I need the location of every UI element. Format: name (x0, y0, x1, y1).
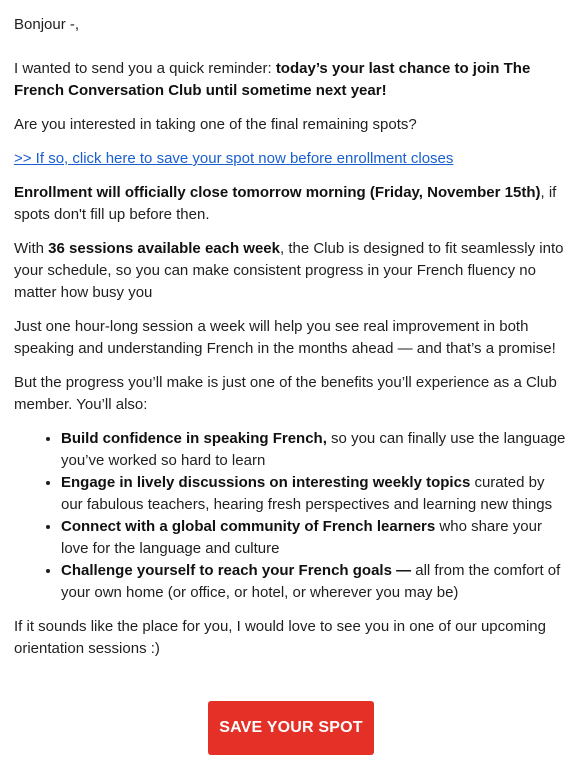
benefits-list (14, 428, 568, 604)
benefit-bold: Challenge yourself to reach your French goals — (61, 562, 412, 579)
benefits-intro: But the progress you’ll make is just one of the benefits you’ll experience as a Club member. You’ll also: (14, 374, 557, 413)
benefit-bold: Build confidence in speaking French, (61, 430, 327, 447)
hour-session-paragraph: Just one hour-long session a week will help you see real improvement in both speaking and understanding French in the months ahead — and that’s a promise! (14, 318, 556, 357)
sessions-rest: , the Club is designed to fit seamlessly into your schedule, so you can make consistent progress in your French fluency no matter how busy you (14, 240, 564, 301)
closing-paragraph: If it sounds like the place for you, I would love to see you in one of our upcoming orientation sessions :) (14, 618, 546, 657)
reminder-paragraph (14, 58, 568, 102)
question-paragraph: Are you interested in taking one of the final remaining spots? (14, 116, 417, 133)
benefit-rest: who share your love for the language and culture (61, 518, 542, 557)
benefit-rest: curated by our fabulous teachers, hearing fresh perspectives and learning new things (61, 474, 553, 513)
enrollment-bold: Enrollment will officially close tomorrow morning (Friday, November 15th) (14, 184, 541, 201)
benefit-bold: Engage in lively discussions on interesting weekly topics (61, 474, 471, 491)
benefit-rest: so you can finally use the language you’ve worked so hard to learn (61, 430, 566, 469)
reminder-lead: I wanted to send you a quick reminder: (14, 60, 276, 77)
list-item (61, 472, 568, 516)
enrollment-paragraph (14, 182, 568, 226)
list-item (61, 428, 568, 472)
save-your-spot-button[interactable]: SAVE YOUR SPOT (208, 701, 374, 755)
sessions-bold: 36 sessions available each week (48, 240, 280, 257)
list-item (61, 560, 568, 604)
reminder-bold: today’s your last chance to join The French Conversation Club until sometime next year! (14, 60, 531, 99)
enrollment-rest: , if spots don't fill up before then. (14, 184, 557, 223)
sessions-paragraph (14, 238, 568, 304)
save-spot-link[interactable]: >> If so, click here to save your spot now before enrollment closes (14, 150, 454, 167)
sessions-lead: With (14, 240, 49, 257)
benefit-bold: Connect with a global community of French learners (61, 518, 436, 535)
link-paragraph (14, 148, 568, 170)
benefit-rest: all from the comfort of your own home (or office, or hotel, or wherever you may be) (61, 562, 561, 601)
button-container (14, 701, 568, 755)
list-item (61, 516, 568, 560)
greeting: Bonjour -, (14, 16, 80, 33)
